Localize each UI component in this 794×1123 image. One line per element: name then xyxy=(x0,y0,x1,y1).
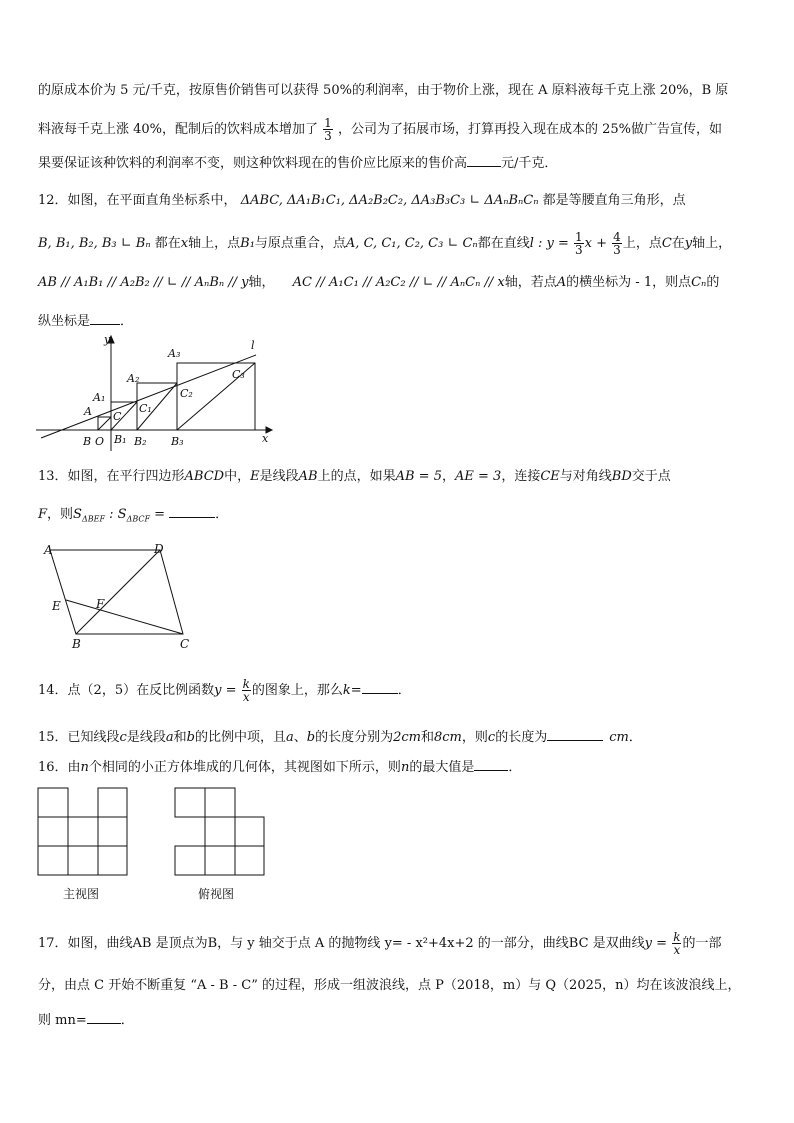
q13-line-1 xyxy=(38,467,671,487)
q17-t3a: 则 mn= xyxy=(38,1013,87,1028)
q12-text-1c: 都是等腰直角三角形，点 xyxy=(542,193,686,208)
q12-frac2-num: 4 xyxy=(613,230,621,244)
q15-th: a xyxy=(285,730,294,745)
q11-answer-blank[interactable] xyxy=(467,154,501,167)
q12-t2l: C xyxy=(661,236,672,251)
q14-td: k xyxy=(342,683,351,698)
q17-frac-den: x xyxy=(673,943,681,957)
label-C: C xyxy=(180,637,190,651)
q13-t2c: S xyxy=(73,507,82,522)
q16-te: 的最大值是 xyxy=(409,760,475,775)
label-C2: C₂ xyxy=(180,387,193,400)
q13-answer-blank[interactable] xyxy=(169,505,215,518)
q11-frac-den: 3 xyxy=(324,129,332,143)
label-C3: C₃ xyxy=(232,368,245,381)
label-A1: A₁ xyxy=(93,391,106,404)
q15-tk: 的长度分别为 xyxy=(315,730,394,745)
q17-frac-num: k xyxy=(673,930,681,944)
q12-t2e: B₁ xyxy=(240,236,255,251)
label-B1: B₁ xyxy=(114,433,127,446)
q14-frac-num: k xyxy=(242,677,250,691)
q13-t1j: AE = 3 xyxy=(455,469,502,484)
line-l xyxy=(41,355,256,438)
parallelogram-abcd xyxy=(50,550,183,634)
q16-td: n xyxy=(400,760,410,775)
q12-triangles: ΔABC, ΔA₁B₁C₁, ΔA₂B₂C₂, ΔA₃B₃C₃ ∟ ΔAₙBₙCₙ xyxy=(240,193,539,208)
label-A: A xyxy=(84,405,92,418)
q15-line xyxy=(38,728,642,748)
q16-tc: 个相同的小正方体堆成的几何体，其视图如下所示，则 xyxy=(88,760,401,775)
label-D: D xyxy=(154,542,164,556)
q15-tn: 8cm xyxy=(434,730,462,745)
q13-t1d: E xyxy=(250,469,260,484)
q12-t2o: 轴上， xyxy=(692,236,732,251)
q12-line-3 xyxy=(38,273,719,293)
q12-t2j: x + xyxy=(584,236,608,251)
q12-t3d: 轴，若点 xyxy=(504,275,557,290)
q13-t1g: 上的点，如果 xyxy=(317,469,396,484)
q16-tf: ． xyxy=(508,760,522,775)
q12-line-2 xyxy=(38,231,731,256)
q15-tg: 的比例中项，且 xyxy=(194,730,286,745)
q15-tb: c xyxy=(119,730,127,745)
q12-t2d: 轴上，点 xyxy=(188,236,241,251)
q14-tf: ． xyxy=(397,683,411,698)
q12-t3e: A xyxy=(556,275,567,290)
q12-t2n: y xyxy=(684,236,693,251)
q12-fraction-1 xyxy=(574,231,584,256)
q13-t1o: 交于点 xyxy=(631,469,671,484)
q13-line-2 xyxy=(38,505,228,530)
q12-parallel-ac: AC // A₁C₁ // A₂C₂ // ∟ // AₙCₙ // x xyxy=(292,275,505,290)
q12-fraction-2 xyxy=(612,231,622,256)
q12-t3b: 轴， xyxy=(248,275,275,290)
q12-t2b: 都在 xyxy=(154,236,181,251)
q11-text-3a: 果要保证该种饮料的利润率不变，则这种饮料现在的售价应比原来的售价高 xyxy=(38,156,468,171)
q16-main-view-label: 主视图 xyxy=(63,887,100,901)
q13-t1m: 与对角线 xyxy=(559,469,612,484)
q11-text-2b: ，公司为了拓展市场，打算再投入现在成本的 25%做广告宣传，如 xyxy=(337,122,722,137)
q13-t1h: AB = 5 xyxy=(395,469,442,484)
label-C: C xyxy=(113,410,122,423)
q13-t1f: AB xyxy=(298,469,318,484)
label-A3: A₃ xyxy=(168,347,181,360)
q15-tm: 和 xyxy=(420,730,434,745)
q15-answer-blank[interactable] xyxy=(547,728,603,741)
q12-line-4 xyxy=(38,312,133,332)
q11-fraction xyxy=(323,117,333,142)
q17-fraction xyxy=(672,931,681,956)
q12-t2m: 在 xyxy=(671,236,685,251)
q15-tl: 2cm xyxy=(393,730,421,745)
q12-t3g: Cₙ xyxy=(691,275,707,290)
q13-t1n: BD xyxy=(611,469,632,484)
q13-t1k: ，连接 xyxy=(501,469,541,484)
q13-t1a: 13．如图，在平行四边形 xyxy=(38,469,185,484)
q13-t2e: = xyxy=(150,507,166,522)
label-x: x xyxy=(262,432,269,445)
q12-t2c: x xyxy=(180,236,189,251)
q11-line-2 xyxy=(38,117,722,142)
q15-tp: c xyxy=(487,730,496,745)
label-B2: B₂ xyxy=(134,435,147,448)
q14-tc: 的图象上，那么 xyxy=(251,683,343,698)
label-y: y xyxy=(104,333,111,346)
q16-main-view xyxy=(37,787,129,877)
q16-top-view xyxy=(174,787,266,877)
q13-t1c: 中， xyxy=(224,469,251,484)
q12-frac2-den: 3 xyxy=(613,243,621,257)
label-B: B xyxy=(83,435,92,448)
q13-t1b: ABCD xyxy=(184,469,225,484)
q15-tj: b xyxy=(306,730,316,745)
label-B: B xyxy=(72,637,81,651)
q16-top-view-label: 俯视图 xyxy=(198,887,235,901)
q13-t2d-sub: ΔBCF xyxy=(126,514,151,524)
q17-t3b: ． xyxy=(120,1013,134,1028)
q12-c-points: A, C, C₁, C₂, C₃ ∟ Cₙ xyxy=(345,236,478,251)
q17-t1a: 17．如图，曲线AB 是顶点为B，与 y 轴交于点 A 的抛物线 y= - x²+4x+2 的一部分，曲线BC 是双曲线 xyxy=(38,936,645,951)
q14-fraction xyxy=(242,678,251,703)
label-A2: A₂ xyxy=(127,372,140,385)
q17-t2: 分，由点 C 开始不断重复 “A - B - C” 的过程，形成一组波浪线，点 P（2018，m）与 Q（2025，n）均在该波浪线上， xyxy=(38,978,741,993)
q12-t4b: ． xyxy=(120,314,134,329)
label-O: O xyxy=(95,435,105,448)
q15-td: a xyxy=(165,730,174,745)
q11-text-2a: 料液每千克上涨 40%，配制后的饮料成本增加了 xyxy=(38,122,319,137)
label-B3: B₃ xyxy=(171,435,184,448)
q12-t3h: 的 xyxy=(706,275,720,290)
label-C1: C₁ xyxy=(139,402,152,415)
q12-answer-blank[interactable] xyxy=(90,312,120,325)
q12-frac1-den: 3 xyxy=(575,243,583,257)
q17-t1b: y = xyxy=(644,936,668,951)
q12-t2f: 与原点重合，点 xyxy=(254,236,346,251)
q13-figure xyxy=(36,540,206,655)
q17-line-3 xyxy=(38,1011,134,1031)
q16-tb: n xyxy=(80,760,89,775)
q16-ta: 16．由 xyxy=(38,760,81,775)
q15-ti: 、 xyxy=(293,730,307,745)
q12-line-1 xyxy=(38,191,686,211)
q17-answer-blank[interactable] xyxy=(87,1011,121,1024)
q15-tr: cm xyxy=(609,730,629,745)
q12-t2k: 上，点 xyxy=(622,236,662,251)
q15-tc: 是线段 xyxy=(126,730,166,745)
q14-answer-blank[interactable] xyxy=(362,681,398,694)
q14-tb: y = xyxy=(214,683,237,698)
q17-line-2 xyxy=(38,976,741,996)
q11-frac-num: 1 xyxy=(324,116,332,130)
q12-t2h: 都在直线 xyxy=(477,236,530,251)
q11-text-3b: 元/千克． xyxy=(501,156,558,171)
q15-ta: 15．已知线段 xyxy=(38,730,120,745)
q16-answer-blank[interactable] xyxy=(474,758,508,771)
label-F: F xyxy=(96,597,105,611)
q13-t2b: ，则 xyxy=(47,507,74,522)
q15-to: ，则 xyxy=(461,730,488,745)
q13-t1l: CE xyxy=(540,469,560,484)
q13-t2a: F xyxy=(38,507,48,522)
q16-line xyxy=(38,758,521,778)
q17-t1c: 的一部 xyxy=(682,936,722,951)
q13-t1i: ， xyxy=(441,469,455,484)
q13-t2f: ． xyxy=(215,507,229,522)
segment-ce xyxy=(66,600,183,634)
q11-line-1 xyxy=(38,81,728,101)
label-A: A xyxy=(44,543,53,557)
q12-line-eq: l : y = xyxy=(529,236,569,251)
q14-line xyxy=(38,678,411,703)
diagonal-bd xyxy=(76,550,160,634)
q14-ta: 14．点（2，5）在反比例函数 xyxy=(38,683,215,698)
label-E: E xyxy=(52,599,61,613)
q13-t2d: : S xyxy=(105,507,127,522)
q15-te: 和 xyxy=(173,730,187,745)
q12-frac1-num: 1 xyxy=(575,230,583,244)
q12-figure xyxy=(36,333,276,451)
q13-t2c-sub: ΔBEF xyxy=(81,514,105,524)
label-l: l xyxy=(251,339,255,352)
q17-line-1 xyxy=(38,931,721,956)
q12-b-points: B, B₁, B₂, B₃ ∟ Bₙ xyxy=(38,236,151,251)
diag-0 xyxy=(98,417,111,430)
q11-line-3 xyxy=(38,154,557,174)
q13-t1e: 是线段 xyxy=(259,469,299,484)
q12-number-text: 12．如图，在平面直角坐标系中， xyxy=(38,193,237,208)
q15-tf: b xyxy=(186,730,195,745)
q11-text-1: 的原成本价为 5 元/千克，按原售价销售可以获得 50%的利润率，由于物价上涨，现在 A 原料液每千克上涨 20%，B 原 xyxy=(38,83,729,98)
q15-tq: 的长度为 xyxy=(495,730,548,745)
q12-parallel-ab: AB // A₁B₁ // A₂B₂ // ∟ // AₙBₙ // y xyxy=(38,275,249,290)
q12-t4a: 纵坐标是 xyxy=(38,314,91,329)
q12-t3f: 的横坐标为 - 1，则点 xyxy=(566,275,692,290)
q14-frac-den: x xyxy=(242,690,250,704)
q15-ts: ． xyxy=(628,730,642,745)
q14-te: = xyxy=(350,683,362,698)
